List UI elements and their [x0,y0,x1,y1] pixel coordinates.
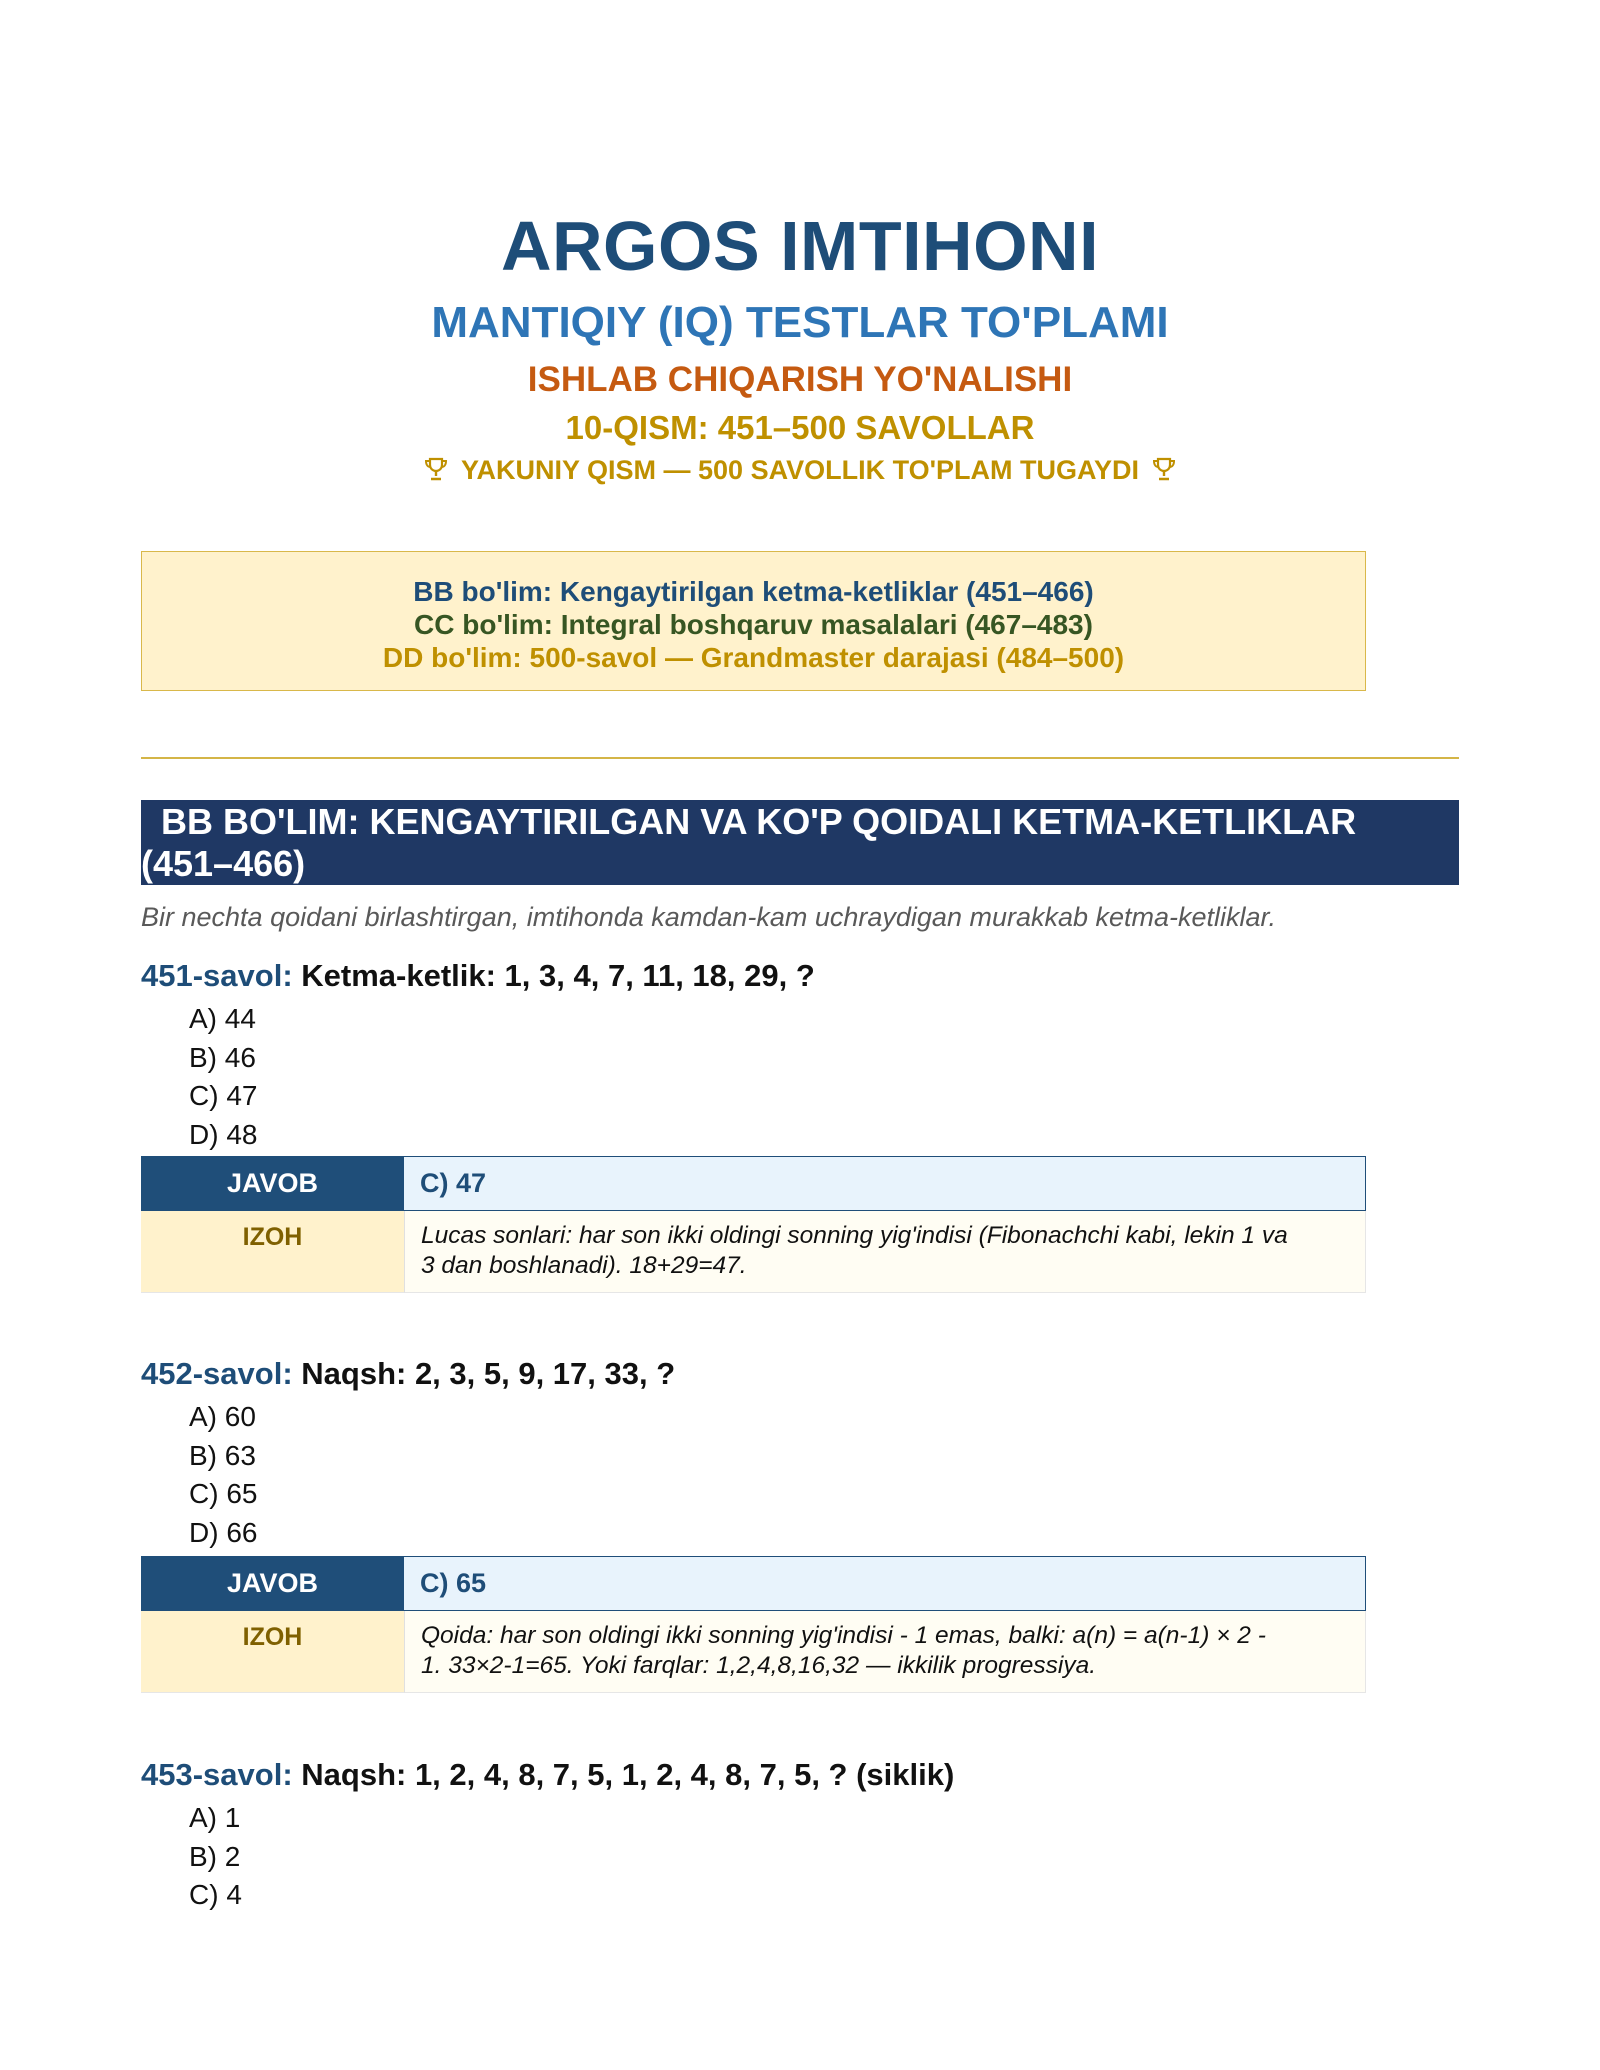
explanation-line: Lucas sonlari: har son ikki oldingi sonning yig'indisi (Fibonachchi kabi, lekin 1 va [421,1222,1288,1249]
question-text: Naqsh: 1, 2, 4, 8, 7, 5, 1, 2, 4, 8, 7, 5, ? (siklik) [301,1757,955,1792]
option-c: C) 47 [189,1080,258,1111]
answer-value: C) 65 [404,1556,1366,1611]
question-number: 452-savol: [141,1356,293,1391]
question-text: Naqsh: 2, 3, 5, 9, 17, 33, ? [301,1356,676,1391]
final-part-note [0,455,1600,486]
options-list [189,1000,257,1154]
explanation-line: 3 dan boshlanadi). 18+29=47. [421,1252,747,1279]
info-section-bb: BB bo'lim: Kengaytirilgan ketma-ketliklar (451–466) [413,576,1094,607]
option-c: C) 65 [189,1478,258,1509]
answer-table [141,1556,1366,1693]
option-a: A) 44 [189,1003,256,1034]
section-title-line2: (451–466) [141,843,306,884]
option-a: A) 60 [189,1401,256,1432]
explanation-text [404,1211,1366,1293]
option-b: B) 63 [189,1439,256,1471]
explanation-line: 1. 33×2-1=65. Yoki farqlar: 1,2,4,8,16,32 — ikkilik progressiya. [421,1652,1097,1679]
info-section-dd: DD bo'lim: 500-savol — Grandmaster darajasi (484–500) [382,642,1125,673]
option-c: C) 4 [189,1879,242,1910]
sections-info-box [141,551,1366,691]
trophy-icon [423,456,449,482]
document-part: 10-QISM: 451–500 SAVOLLAR [565,409,1035,446]
options-list [189,1398,257,1552]
option-d: D) 66 [189,1516,258,1548]
option-d: D) 48 [189,1118,258,1150]
options-list [189,1799,242,1915]
divider [141,757,1459,759]
section-description: Bir nechta qoidani birlashtirgan, imtihonda kamdan-kam uchraydigan murakkab ketma-ketliklar. [141,902,1277,932]
section-title-line1: BB BO'LIM: KENGAYTIRILGAN VA KO'P QOIDALI KETMA-KETLIKLAR [161,801,1357,842]
answer-label: JAVOB [141,1556,404,1611]
explanation-line: Qoida: har son oldingi ikki sonning yig'indisi - 1 emas, balki: a(n) = a(n-1) × 2 - [421,1622,1266,1649]
answer-value: C) 47 [404,1156,1366,1211]
option-a: A) 1 [189,1802,241,1833]
final-note-text: YAKUNIY QISM — 500 SAVOLLIK TO'PLAM TUGAYDI [460,455,1140,485]
question-heading [141,1356,675,1392]
explanation-text [404,1611,1366,1693]
question-number: 453-savol: [141,1757,293,1792]
answer-table [141,1156,1366,1293]
document-direction: ISHLAB CHIQARISH YO'NALISHI [527,360,1073,399]
info-section-cc: CC bo'lim: Integral boshqaruv masalalari (467–483) [414,609,1093,640]
question-number: 451-savol: [141,958,293,993]
document-title: ARGOS IMTIHONI [500,207,1100,285]
question-heading [141,958,815,994]
document-subtitle: MANTIQIY (IQ) TESTLAR TO'PLAMI [431,298,1169,347]
question-heading [141,1757,954,1793]
question-text: Ketma-ketlik: 1, 3, 4, 7, 11, 18, 29, ? [301,958,815,993]
trophy-icon [1151,456,1177,482]
explanation-label: IZOH [141,1211,404,1293]
explanation-label: IZOH [141,1611,404,1693]
option-b: B) 46 [189,1041,256,1073]
answer-label: JAVOB [141,1156,404,1211]
option-b: B) 2 [189,1840,241,1872]
section-header [141,800,1459,885]
